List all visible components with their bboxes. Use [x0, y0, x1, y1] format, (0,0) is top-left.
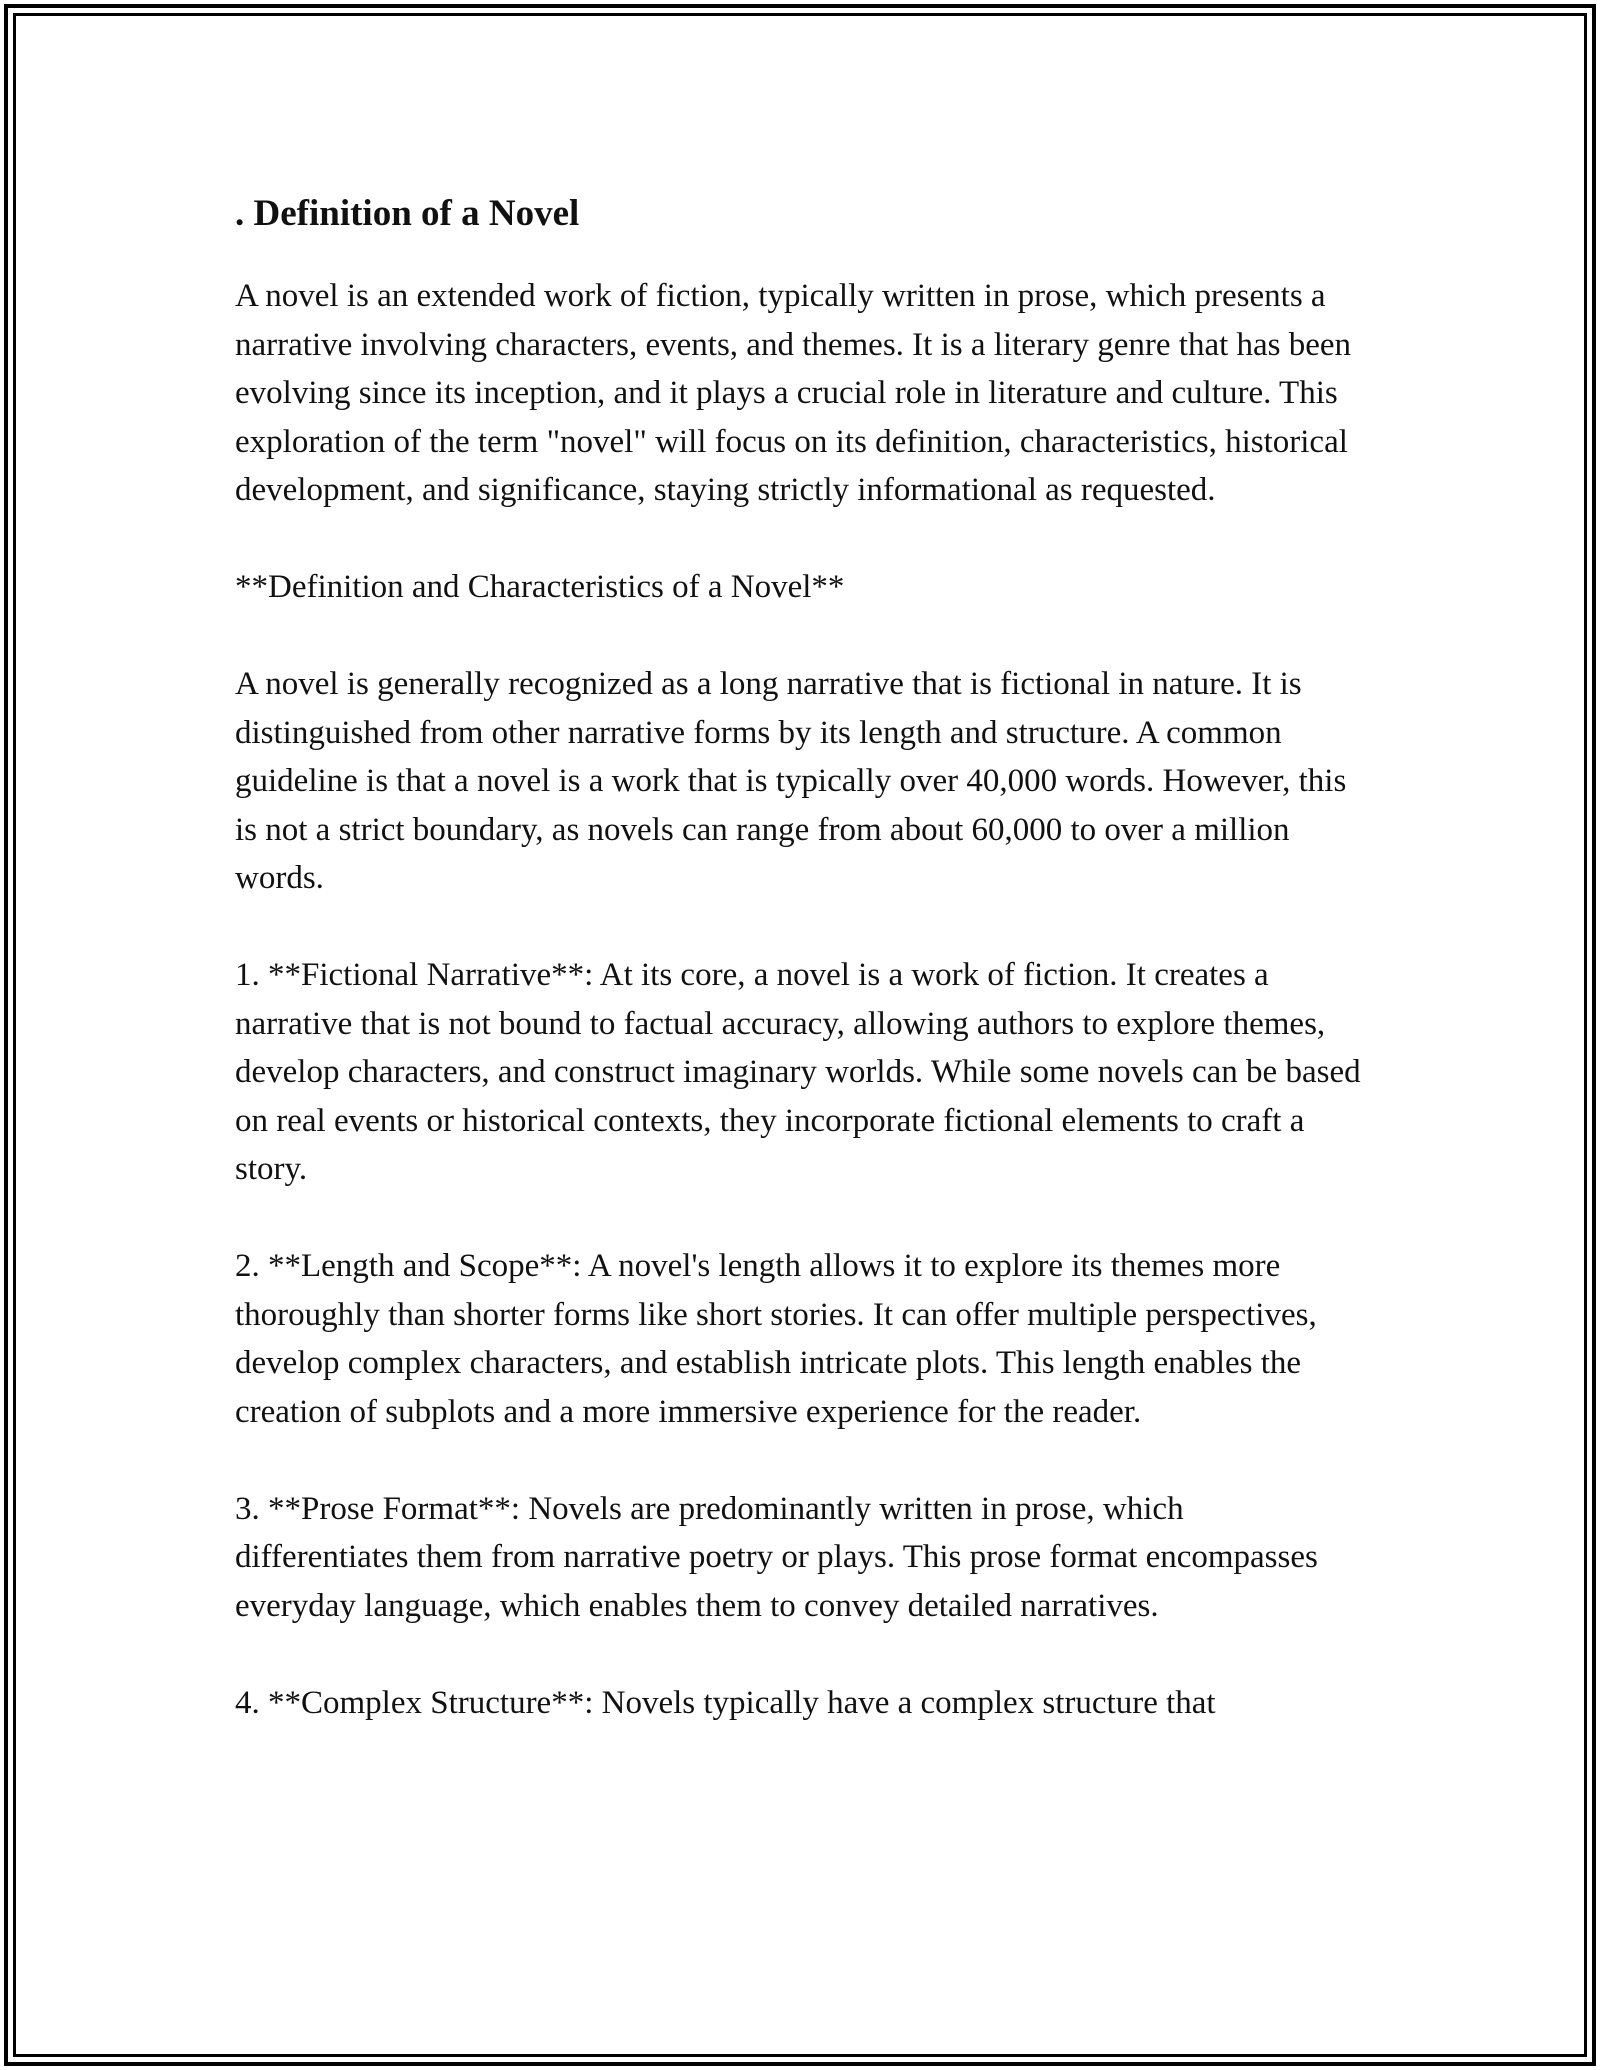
document-body — [235, 186, 1365, 1776]
section-heading: **Definition and Characteristics of a Novel** — [235, 569, 845, 605]
list-item-fictional-narrative: 1. **Fictional Narrative**: At its core, a novel is a work of fiction. It creates a narrative that is not bound to factual accuracy, allowing authors to explore themes, develop characters, and construct imaginary worlds. While some novels can be based on real events or historical contexts, they incorporate fictional elements to craft a story. — [235, 957, 1361, 1187]
document-title: . Definition of a Novel — [235, 193, 580, 234]
list-item-length-and-scope: 2. **Length and Scope**: A novel's length allows it to explore its themes more thoroughly than shorter forms like short stories. It can offer multiple perspectives, develop complex characters, and establish intricate plots. This length enables the creation of subplots and a more immersive experience for the reader. — [235, 1248, 1317, 1430]
paragraph-definition: A novel is generally recognized as a long narrative that is fictional in nature. It is distinguished from other narrative forms by its length and structure. A common guideline is that a novel is a work that is typically over 40,000 words. However, this is not a strict boundary, as novels can range from about 60,000 to over a million words. — [235, 666, 1347, 896]
list-item-prose-format: 3. **Prose Format**: Novels are predominantly written in prose, which differentiates them from narrative poetry or plays. This prose format encompasses everyday language, which enables them to convey detailed narratives. — [235, 1490, 1318, 1624]
list-item-complex-structure: 4. **Complex Structure**: Novels typically have a complex structure that — [235, 1684, 1216, 1721]
paragraph-intro: A novel is an extended work of fiction, typically written in prose, which presents a narrative involving characters, events, and themes. It is a literary genre that has been evolving since its inception, and it plays a crucial role in literature and culture. This exploration of the term "novel" will focus on its definition, characteristics, historical development, and significance, staying strictly informational as requested. — [235, 278, 1352, 508]
